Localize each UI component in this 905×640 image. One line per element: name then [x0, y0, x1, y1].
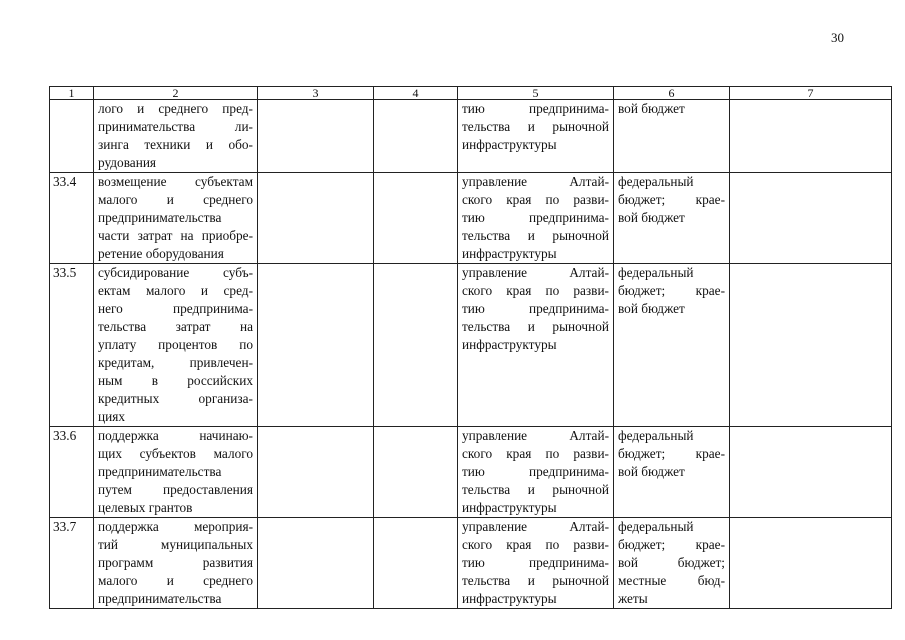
table-row — [50, 427, 892, 518]
cell-text-line: тий муниципальных — [98, 537, 253, 552]
executor-cell — [458, 427, 614, 518]
funding-source-cell — [614, 100, 730, 173]
executor-cell — [458, 100, 614, 173]
col3-cell — [258, 173, 374, 264]
cell-text-line: малого и среднего — [98, 573, 253, 588]
funding-source-cell — [614, 264, 730, 427]
cell-text-line: уплату процентов по — [98, 337, 253, 352]
col7-cell — [730, 100, 892, 173]
cell-text-line: федеральный — [618, 174, 694, 189]
col7-cell — [730, 427, 892, 518]
cell-text-line: рудования — [98, 155, 157, 170]
cell-text-line: щих субъектов малого — [98, 446, 253, 461]
cell-text-line: поддержка начинаю- — [98, 428, 253, 443]
header-cell: 4 — [374, 87, 458, 100]
cell-text-line: субсидирование субъ- — [98, 265, 253, 280]
cell-text-line: него предпринима- — [98, 301, 253, 316]
cell-text-line: путем предоставления — [98, 482, 253, 497]
cell-text-line: тельства и рыночной — [462, 119, 609, 134]
table-row — [50, 518, 892, 609]
col7-cell — [730, 264, 892, 427]
row-number-cell — [50, 100, 94, 173]
cell-text-line: ского края по разви- — [462, 192, 609, 207]
cell-text-line: ского края по разви- — [462, 446, 609, 461]
measure-name-cell — [94, 100, 258, 173]
cell-text-line: вой бюджет — [618, 210, 685, 225]
cell-text-line: кредитных организа- — [98, 391, 253, 406]
table-row — [50, 173, 892, 264]
col7-cell — [730, 518, 892, 609]
cell-text-line: вой бюджет — [618, 301, 685, 316]
cell-text-line: предпринимательства — [98, 210, 222, 225]
cell-text-line: тию предпринима- — [462, 555, 609, 570]
cell-text-line: принимательства ли- — [98, 119, 253, 134]
executor-cell — [458, 173, 614, 264]
cell-text-line: вой бюджет — [618, 464, 685, 479]
cell-text-line: части затрат на приобре- — [98, 228, 253, 243]
col4-cell — [374, 518, 458, 609]
cell-text-line: лого и среднего пред- — [98, 101, 253, 116]
cell-text-line: тельства и рыночной — [462, 482, 609, 497]
col3-cell — [258, 518, 374, 609]
cell-text-line: тию предпринима- — [462, 301, 609, 316]
cell-text-line: управление Алтай- — [462, 265, 609, 280]
cell-text-line: федеральный — [618, 265, 694, 280]
header-row — [50, 87, 892, 100]
col3-cell — [258, 100, 374, 173]
header-cell: 2 — [94, 87, 258, 100]
header-cell: 5 — [458, 87, 614, 100]
cell-text-line: тию предпринима- — [462, 464, 609, 479]
cell-text-line: вой бюджет — [618, 101, 685, 116]
cell-text-line: местные бюд- — [618, 573, 725, 588]
col4-cell — [374, 173, 458, 264]
cell-text-line: инфраструктуры — [462, 337, 557, 352]
cell-text-line: ектам малого и сред- — [98, 283, 253, 298]
cell-text-line: циях — [98, 409, 125, 424]
header-cell: 3 — [258, 87, 374, 100]
cell-text-line: тию предпринима- — [462, 101, 609, 116]
cell-text-line: ным в российских — [98, 373, 253, 388]
col4-cell — [374, 427, 458, 518]
header-cell: 1 — [50, 87, 94, 100]
cell-text-line: тельства и рыночной — [462, 228, 609, 243]
cell-text-line: поддержка мероприя- — [98, 519, 253, 534]
cell-text-line: федеральный — [618, 519, 694, 534]
funding-source-cell — [614, 173, 730, 264]
col4-cell — [374, 264, 458, 427]
funding-source-cell — [614, 518, 730, 609]
cell-text-line: тельства и рыночной — [462, 319, 609, 334]
cell-text-line: кредитам, привлечен- — [98, 355, 253, 370]
page-number: 30 — [831, 30, 844, 45]
row-number-cell: 33.6 — [50, 427, 94, 518]
cell-text-line: управление Алтай- — [462, 174, 609, 189]
cell-text-line: инфраструктуры — [462, 246, 557, 261]
cell-text-line: управление Алтай- — [462, 519, 609, 534]
table-row — [50, 264, 892, 427]
col3-cell — [258, 264, 374, 427]
program-table — [49, 86, 892, 609]
cell-text-line: программ развития — [98, 555, 253, 570]
measure-name-cell — [94, 518, 258, 609]
measure-name-cell — [94, 427, 258, 518]
cell-text-line: жеты — [618, 591, 648, 606]
row-number-cell: 33.5 — [50, 264, 94, 427]
cell-text-line: малого и среднего — [98, 192, 253, 207]
cell-text-line: бюджет; крае- — [618, 192, 725, 207]
header-cell: 7 — [730, 87, 892, 100]
cell-text-line: тельства затрат на — [98, 319, 253, 334]
header-cell: 6 — [614, 87, 730, 100]
col4-cell — [374, 100, 458, 173]
cell-text-line: предпринимательства — [98, 591, 222, 606]
cell-text-line: бюджет; крае- — [618, 283, 725, 298]
executor-cell — [458, 264, 614, 427]
cell-text-line: инфраструктуры — [462, 591, 557, 606]
col7-cell — [730, 173, 892, 264]
cell-text-line: зинга техники и обо- — [98, 137, 253, 152]
executor-cell — [458, 518, 614, 609]
cell-text-line: возмещение субъектам — [98, 174, 253, 189]
measure-name-cell — [94, 173, 258, 264]
cell-text-line: инфраструктуры — [462, 500, 557, 515]
cell-text-line: ского края по разви- — [462, 537, 609, 552]
cell-text-line: тию предпринима- — [462, 210, 609, 225]
cell-text-line: тельства и рыночной — [462, 573, 609, 588]
cell-text-line: ретение оборудования — [98, 246, 224, 261]
cell-text-line: целевых грантов — [98, 500, 193, 515]
cell-text-line: ского края по разви- — [462, 283, 609, 298]
cell-text-line: бюджет; крае- — [618, 537, 725, 552]
table-row — [50, 100, 892, 173]
measure-name-cell — [94, 264, 258, 427]
funding-source-cell — [614, 427, 730, 518]
cell-text-line: вой бюджет; — [618, 555, 725, 570]
cell-text-line: инфраструктуры — [462, 137, 557, 152]
row-number-cell: 33.4 — [50, 173, 94, 264]
cell-text-line: предпринимательства — [98, 464, 222, 479]
cell-text-line: бюджет; крае- — [618, 446, 725, 461]
cell-text-line: управление Алтай- — [462, 428, 609, 443]
cell-text-line: федеральный — [618, 428, 694, 443]
row-number-cell: 33.7 — [50, 518, 94, 609]
col3-cell — [258, 427, 374, 518]
